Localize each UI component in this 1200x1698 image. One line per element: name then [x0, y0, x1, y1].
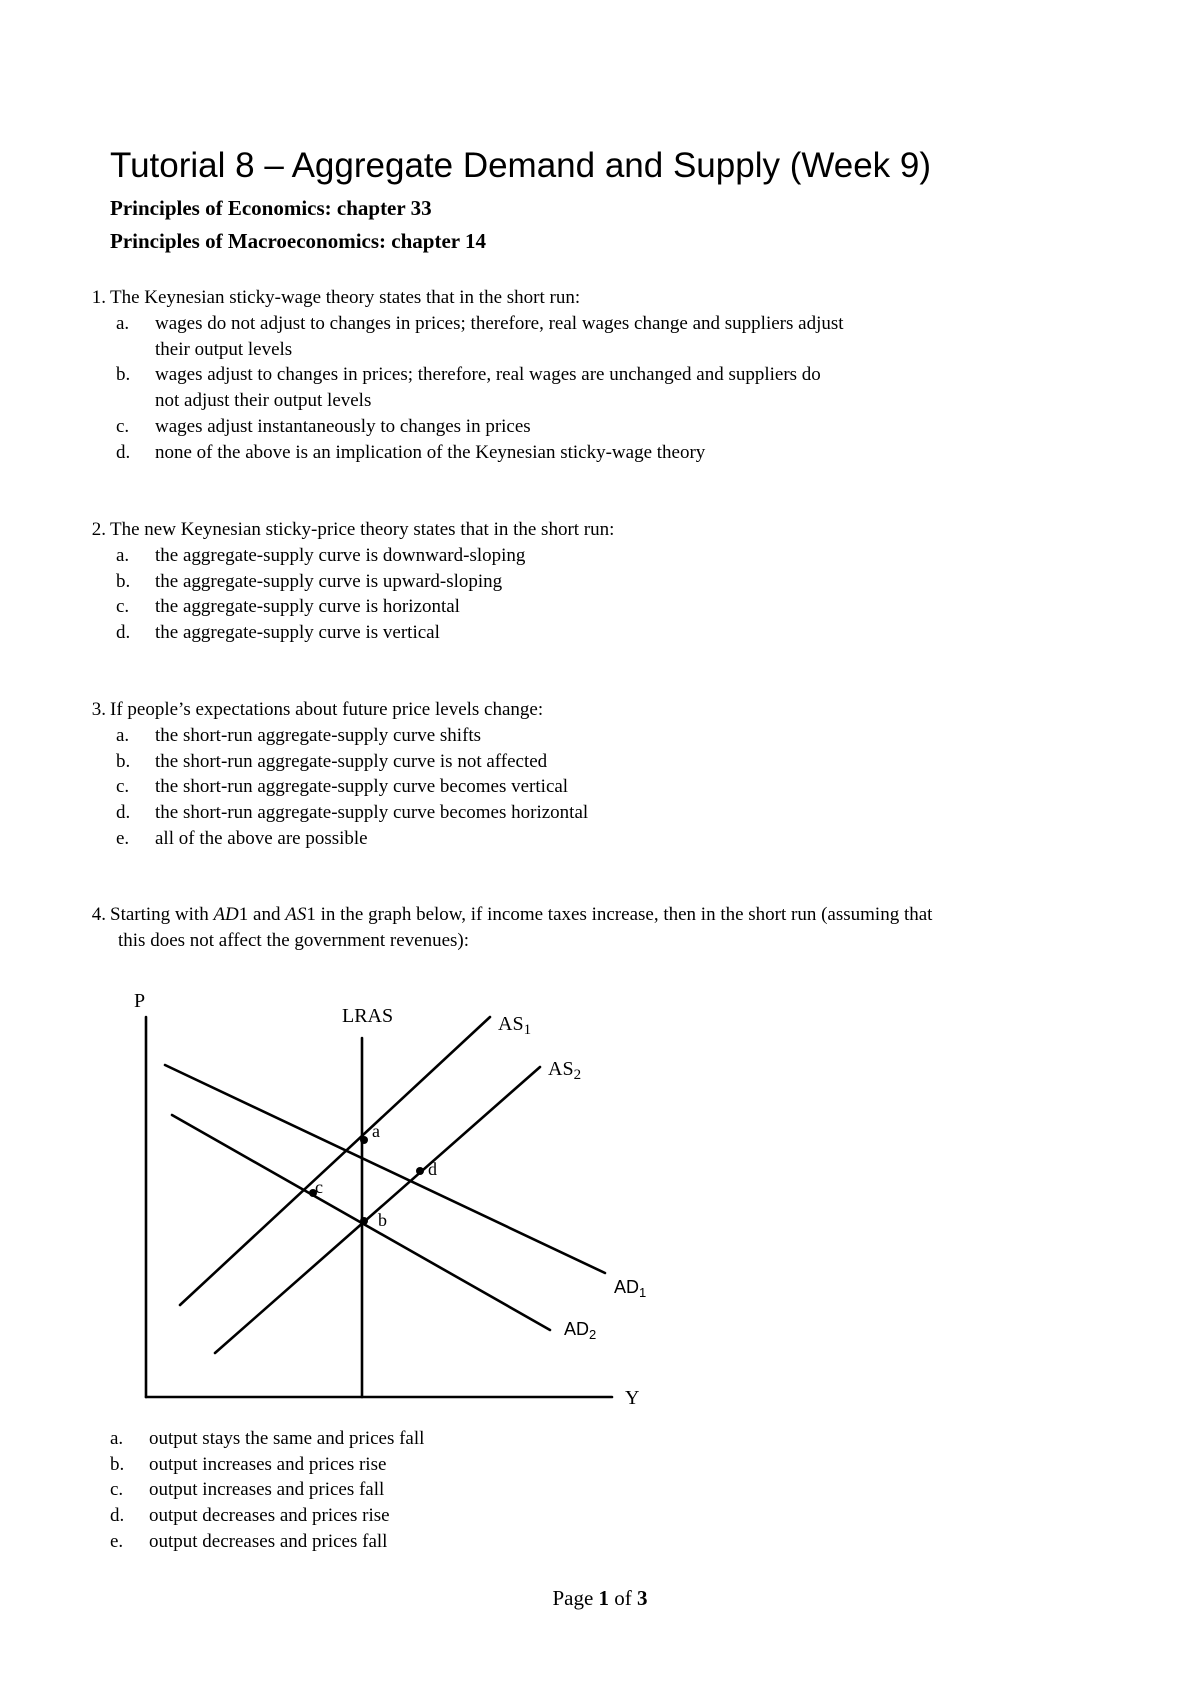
option-letter: c. [116, 596, 130, 618]
option-letter: b. [116, 570, 131, 592]
as2-label: $AS_2$ [548, 1058, 582, 1083]
option-text: all of the above are possible [155, 827, 368, 849]
question-1 [80, 285, 1120, 465]
ad-symbol: AD [213, 904, 239, 925]
question-text: If people’s expectations about future price levels change: [110, 699, 544, 720]
x-axis-label: Y [625, 1387, 640, 1409]
option-text: the aggregate-supply curve is downward-sloping [155, 545, 526, 566]
option-b [116, 362, 1120, 413]
option-c [116, 774, 1120, 800]
option-a [116, 723, 1120, 749]
question-text-start: Starting with [110, 904, 214, 925]
lras-label: LRAS [342, 1005, 394, 1027]
as-subscript: 1 [306, 904, 316, 925]
question-2 [80, 517, 1120, 646]
option-list [80, 543, 1120, 646]
as1-label: $AS_1$ [498, 1013, 532, 1038]
y-axis-label: P [134, 990, 146, 1012]
option-letter: d. [110, 1505, 125, 1527]
page-footer [0, 1585, 1200, 1611]
point-a-label: a [372, 1121, 380, 1141]
point-b-label: b [378, 1210, 387, 1230]
option-text: the short-run aggregate-supply curve becomes vertical [155, 776, 569, 798]
question-stem [80, 285, 1120, 311]
point-d-label: d [428, 1159, 437, 1179]
ad-as-graph [120, 975, 680, 1415]
option-text: the aggregate-supply curve is horizontal [155, 596, 460, 618]
option-letter: a. [116, 313, 130, 334]
option-text: output increases and prices rise [149, 1453, 387, 1475]
option-text: the short-run aggregate-supply curve shifts [155, 725, 482, 746]
option-d [116, 800, 1120, 826]
option-text: the aggregate-supply curve is upward-sloping [155, 570, 503, 592]
option-letter: b. [116, 750, 131, 772]
option-c [116, 414, 1120, 440]
option-d [110, 1503, 424, 1529]
option-text: wages do not adjust to changes in prices; therefore, real wages change and suppliers adjust their output levels [155, 313, 844, 360]
point-b-marker [360, 1217, 368, 1225]
ad2-label: $AD_2$ [564, 1319, 597, 1342]
option-letter: c. [116, 415, 130, 437]
question-text-rest: in the graph below, if income taxes increase, then in the short run (assuming that [315, 904, 933, 925]
ad-subscript: 1 [238, 904, 249, 925]
option-d [116, 440, 1120, 466]
option-letter: b. [116, 364, 131, 386]
question-text-line2: this does not affect the government revenues): [118, 930, 470, 951]
option-letter: c. [110, 1479, 124, 1501]
point-d-marker [416, 1167, 424, 1175]
option-text: output increases and prices fall [149, 1479, 385, 1501]
option-e [116, 826, 1120, 852]
as-symbol: AS [285, 904, 307, 925]
question-text-and: and [248, 904, 286, 925]
option-c [116, 594, 1120, 620]
option-text: wages adjust to changes in prices; therefore, real wages are unchanged and suppliers do not adjust their output levels [155, 364, 821, 412]
ad1-label: $AD_1$ [614, 1277, 647, 1300]
option-letter: d. [116, 802, 131, 824]
question-number: 2. [91, 519, 106, 540]
option-text: output decreases and prices fall [149, 1530, 388, 1552]
total-pages: 3 [637, 1586, 648, 1610]
option-letter: e. [110, 1530, 124, 1552]
option-text: the short-run aggregate-supply curve is not affected [155, 750, 548, 772]
option-a [116, 543, 1120, 569]
option-letter: d. [116, 441, 131, 463]
option-text: none of the above is an implication of the Keynesian sticky-wage theory [155, 441, 706, 463]
option-text: the aggregate-supply curve is vertical [155, 622, 440, 644]
question-stem [80, 902, 1110, 954]
option-b [110, 1452, 424, 1478]
option-letter: b. [110, 1453, 125, 1475]
question-text: The Keynesian sticky-wage theory states that in the short run: [110, 287, 581, 308]
question-number: 3. [91, 699, 106, 720]
as1-line [180, 1017, 490, 1305]
question-4-option-list [110, 1426, 424, 1555]
option-text: output stays the same and prices fall [149, 1428, 425, 1449]
option-letter: e. [116, 827, 130, 849]
option-list [80, 311, 1120, 465]
option-e [110, 1529, 424, 1555]
option-c [110, 1477, 424, 1503]
option-a [110, 1426, 424, 1452]
question-number: 1. [91, 287, 106, 308]
option-b [116, 569, 1120, 595]
point-a-marker [360, 1136, 368, 1144]
option-b [116, 749, 1120, 775]
page-prefix: Page [552, 1586, 599, 1610]
question-stem [80, 517, 1120, 543]
option-a [116, 311, 1120, 362]
option-letter: d. [116, 622, 131, 644]
option-list [80, 723, 1120, 852]
option-d [116, 620, 1120, 646]
ad1-line [165, 1065, 605, 1273]
page-title: Tutorial 8 – Aggregate Demand and Supply (Week 9) [110, 146, 932, 185]
point-c-label: c [315, 1177, 323, 1197]
subtitle-economics: Principles of Economics: chapter 33 [110, 196, 432, 220]
option-text: output decreases and prices rise [149, 1505, 390, 1527]
question-3 [80, 697, 1120, 852]
question-stem [80, 697, 1120, 723]
option-letter: a. [116, 545, 130, 566]
option-text: the short-run aggregate-supply curve becomes horizontal [155, 802, 589, 824]
subtitle-macroeconomics: Principles of Macroeconomics: chapter 14 [110, 229, 486, 253]
option-text: wages adjust instantaneously to changes in prices [155, 415, 531, 437]
option-letter: a. [110, 1428, 124, 1449]
question-number: 4. [91, 904, 106, 925]
page-of: of [609, 1586, 638, 1610]
question-4 [80, 902, 1120, 954]
question-text: The new Keynesian sticky-price theory states that in the short run: [110, 519, 615, 540]
current-page: 1 [598, 1586, 610, 1610]
option-letter: c. [116, 776, 130, 798]
option-letter: a. [116, 725, 130, 746]
